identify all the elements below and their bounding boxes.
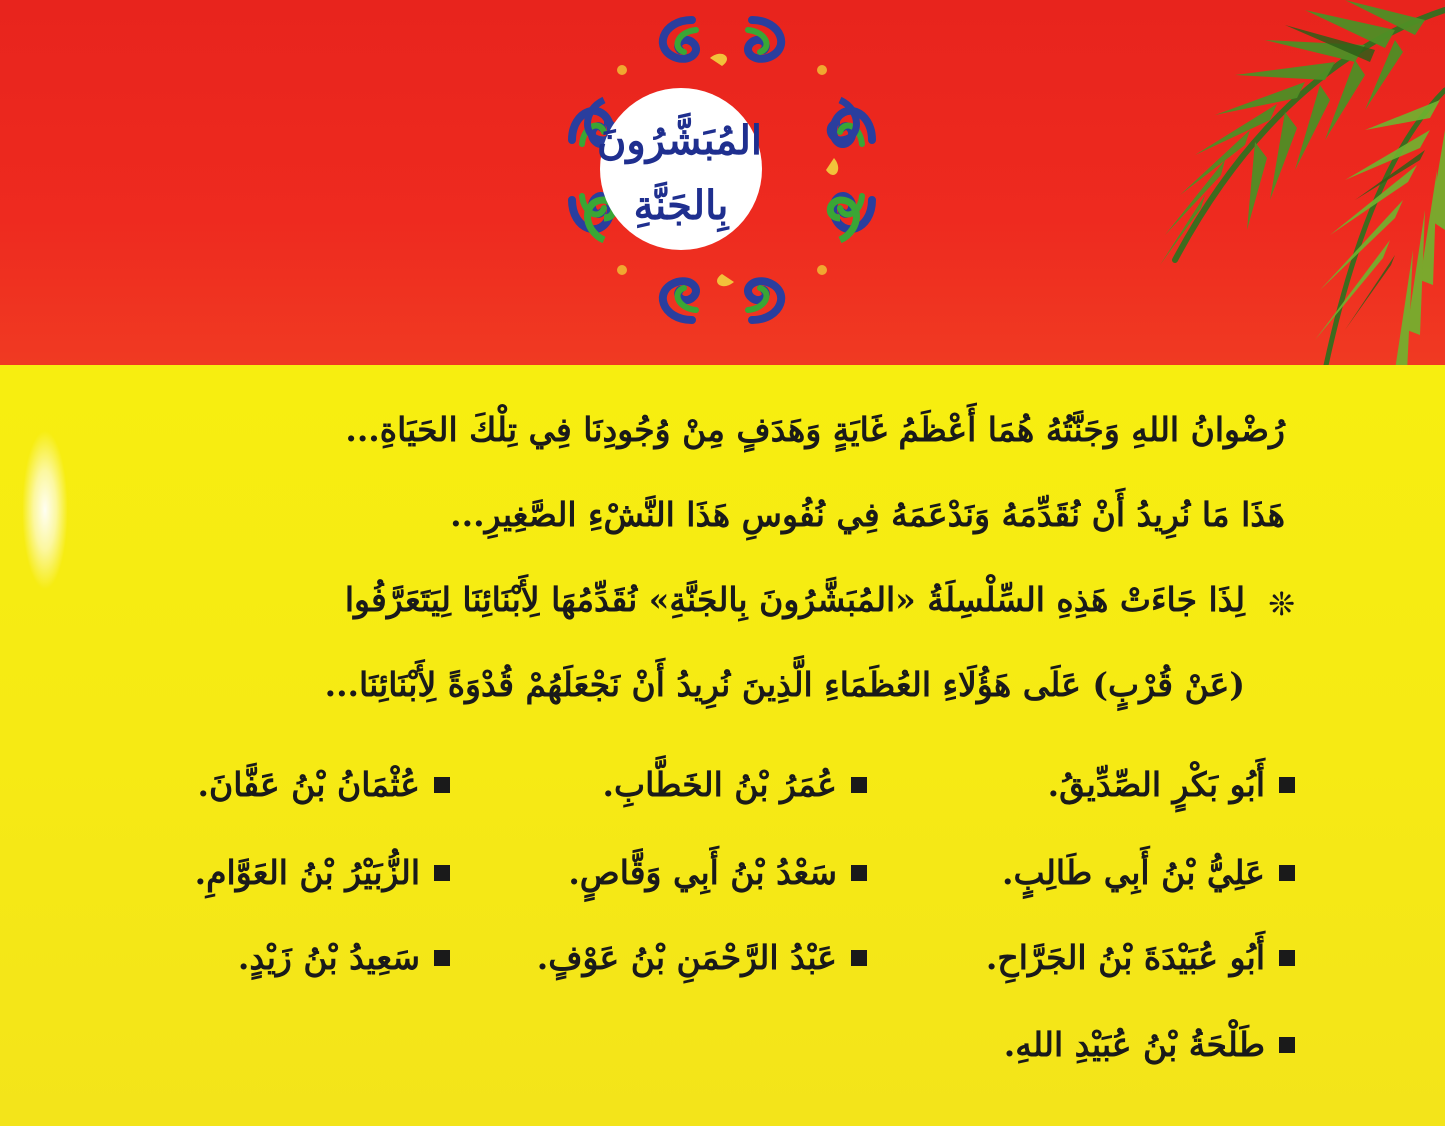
square-bullet-icon	[851, 865, 867, 881]
title-line-2: بِالجَنَّةِ	[633, 182, 729, 229]
name-item: عُمَرُ بْنُ الخَطَّابِ.	[603, 765, 867, 804]
square-bullet-icon	[851, 777, 867, 793]
book-title	[597, 90, 762, 250]
name-item: طَلْحَةُ بْنُ عُبَيْدِ اللهِ.	[1004, 1025, 1295, 1064]
intro-line-4: (عَنْ قُرْبٍ) عَلَى هَؤُلَاءِ العُظَمَاءِ الَّذِينَ نُرِيدُ أَنْ نَجْعَلَهُمْ قُدْوَةً لِأَبْنَائِنَا...	[324, 665, 1245, 704]
name-item: سَعِيدُ بْنُ زَيْدٍ.	[238, 938, 450, 977]
palm-leaf-illustration	[925, 0, 1445, 365]
name-item: أَبُو عُبَيْدَةَ بْنُ الجَرَّاحِ.	[986, 938, 1295, 977]
name-item: عَبْدُ الرَّحْمَنِ بْنُ عَوْفٍ.	[537, 938, 867, 977]
name-item: عُثْمَانُ بْنُ عَفَّانَ.	[198, 765, 450, 804]
square-bullet-icon	[1279, 950, 1295, 966]
square-bullet-icon	[1279, 1037, 1295, 1053]
star-bullet-icon: ❊	[1268, 585, 1295, 623]
square-bullet-icon	[434, 950, 450, 966]
square-bullet-icon	[434, 777, 450, 793]
square-bullet-icon	[434, 865, 450, 881]
square-bullet-icon	[851, 950, 867, 966]
name-item: سَعْدُ بْنُ أَبِي وَقَّاصٍ.	[568, 853, 867, 892]
top-red-band	[0, 0, 1445, 365]
bottom-yellow-band	[0, 365, 1445, 1126]
name-item: الزُّبَيْرُ بْنُ العَوَّامِ.	[195, 853, 450, 892]
name-item: عَلِيُّ بْنُ أَبِي طَالِبٍ.	[1002, 853, 1295, 892]
square-bullet-icon	[1279, 777, 1295, 793]
intro-line-1: رُضْوانُ اللهِ وَجَنَّتُهُ هُمَا أَعْظَمُ غَايَةٍ وَهَدَفٍ مِنْ وُجُودِنَا فِي تِلْكَ الحَيَاةِ...	[345, 410, 1285, 449]
light-glare	[22, 430, 68, 590]
square-bullet-icon	[1279, 865, 1295, 881]
title-line-1: المُبَشَّرُونَ	[597, 117, 762, 164]
intro-line-2: هَذَا مَا نُرِيدُ أَنْ نُقَدِّمَهُ وَنَدْعَمَهُ فِي نُفُوسِ هَذَا النَّشْءِ الصَّغِيرِ...	[450, 495, 1285, 534]
name-item: أَبُو بَكْرٍ الصِّدِّيقُ.	[1048, 765, 1295, 804]
intro-line-3: لِذَا جَاءَتْ هَذِهِ السِّلْسِلَةُ «المُبَشَّرُونَ بِالجَنَّةِ» نُقَدِّمُهَا لِأَبْنَائِنَا لِيَتَعَرَّفُوا	[344, 580, 1245, 619]
